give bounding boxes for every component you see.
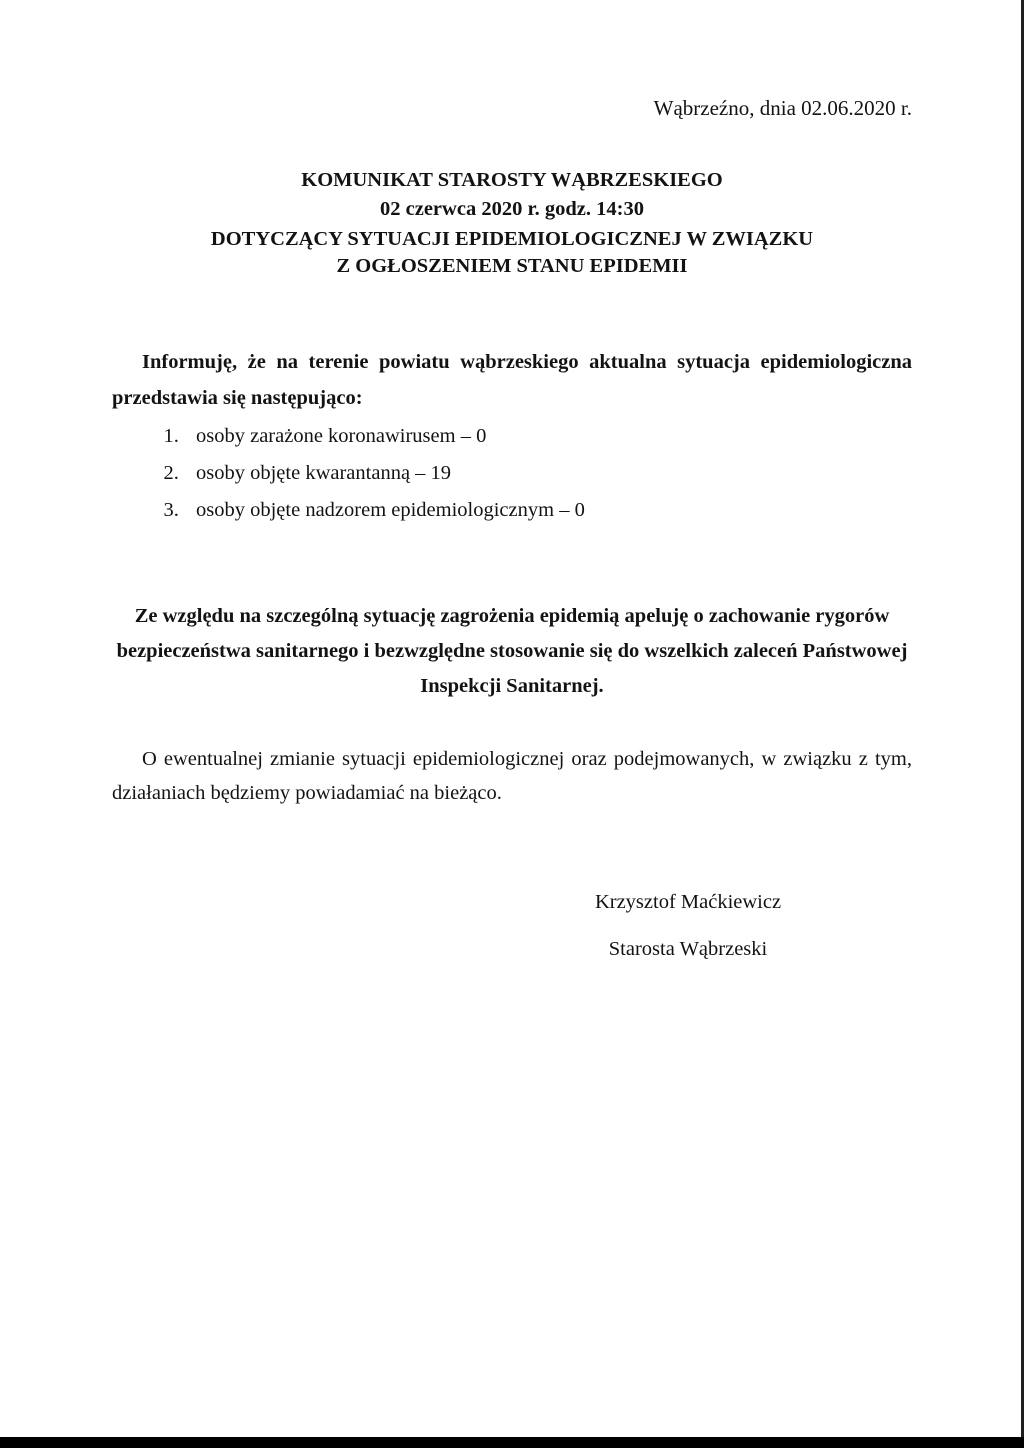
list-item-quarantined: 2. osoby objęte kwarantanną – 19 [184,455,912,492]
title-part-1 [112,166,912,224]
epidemic-stats-list [112,418,912,529]
intro-paragraph: Informuję, że na terenie powiatu wąbrzeskiego aktualna sytuacja epidemiologiczna przedstawia się następująco: [112,351,912,409]
title-line-2: 02 czerwca 2020 r. godz. 14:30 [380,198,644,220]
title-line-3: DOTYCZĄCY SYTUACJI EPIDEMIOLOGICZNEJ W ZWIĄZKU [210,228,814,250]
title-part-2 [112,226,912,280]
appeal-paragraph: Ze względu na szczególną sytuację zagrożenia epidemią apeluję o zachowanie rygorów bezpieczeństwa sanitarnego i bezwzględne stosowanie się do wszelkich zaleceń Państwowej Inspekcji Sanitarnej. [116,605,908,697]
scan-artifact-bottom-edge [0,1437,1024,1448]
signature-name: Krzysztof Maćkiewicz [594,891,782,913]
list-item-surveillance: 3. osoby objęte nadzorem epidemiologicznym – 0 [184,492,912,529]
signature-title: Starosta Wąbrzeski [608,938,768,960]
title-line-1: KOMUNIKAT STAROSTY WĄBRZESKIEGO [301,169,723,191]
document-title [112,166,912,280]
dateline: Wąbrzeźno, dnia 02.06.2020 r. [653,96,912,120]
signature-block [538,889,838,962]
closing-paragraph: O ewentualnej zmianie sytuacji epidemiologicznej oraz podejmowanych, w związku z tym, działaniach będziemy powiadamiać na bieżąco. [112,748,912,804]
list-item-infected: 1. osoby zarażone koronawirusem – 0 [184,418,912,455]
title-line-4: Z OGŁOSZENIEM STANU EPIDEMII [336,255,688,277]
